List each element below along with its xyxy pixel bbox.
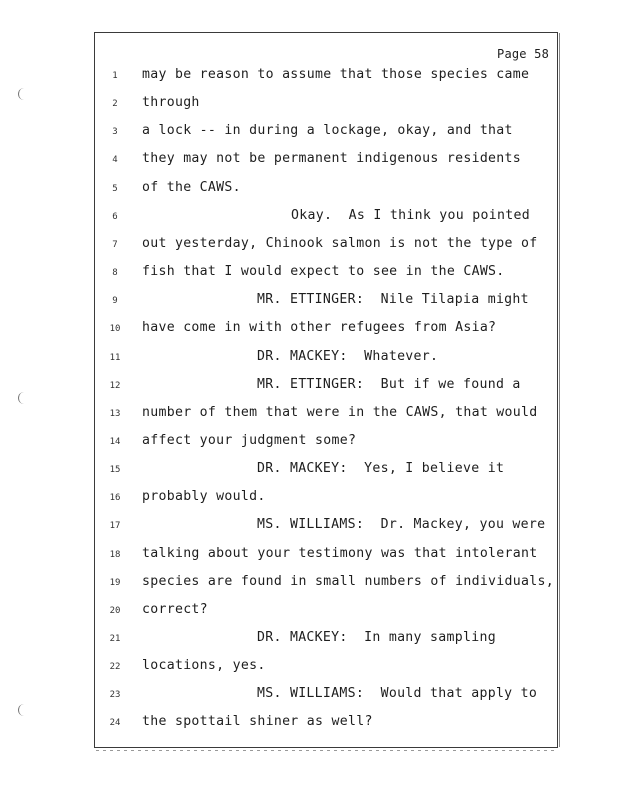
line-number: 1 [112,71,118,81]
line-text: fish that I would expect to see in the CAWS. [142,264,505,280]
line-text: DR. MACKEY: In many sampling [257,630,496,645]
transcript-line [95,630,557,650]
line-number: 24 [109,718,121,729]
line-text: DR. MACKEY: Yes, I believe it [257,461,505,477]
line-number: 17 [109,521,121,532]
scan-edge [96,750,558,751]
line-number: 12 [109,380,121,391]
line-text: a lock -- in during a lockage, okay, and that [142,123,513,139]
transcript-line [95,180,557,200]
line-text: affect your judgment some? [142,432,357,448]
transcript-line [95,461,557,481]
transcript-line [95,658,557,678]
line-number: 2 [112,99,118,110]
line-text: talking about your testimony was that intolerant [142,545,538,561]
binder-hole-mark [18,392,25,404]
line-text: have come in with other refugees from Asia? [142,320,497,336]
line-text: through [142,95,200,111]
line-text: may be reason to assume that those species came [142,67,530,82]
line-number: 11 [109,352,121,363]
line-number: 9 [112,296,118,307]
line-number: 19 [109,577,121,588]
line-text: MR. ETTINGER: But if we found a [257,376,521,392]
line-text: number of them that were in the CAWS, that would [142,404,538,420]
transcript-line [95,151,557,171]
line-number: 4 [112,155,118,166]
line-text: DR. MACKEY: Whatever. [257,348,439,364]
line-text: Okay. As I think you pointed [291,207,530,223]
line-text: MS. WILLIAMS: Would that apply to [257,686,538,702]
line-number: 14 [109,436,121,447]
line-text: they may not be permanent indigenous residents [142,151,522,167]
line-number: 20 [109,605,121,616]
transcript-line [95,320,557,340]
transcript-line [95,292,557,312]
page-number: Page 58 [497,47,549,61]
transcript-line [95,123,557,143]
line-number: 21 [109,634,121,644]
line-text: the spottail shiner as well? [142,714,373,730]
line-number: 6 [112,211,118,222]
line-text: out yesterday, Chinook salmon is not the type of [142,235,538,251]
line-number: 23 [109,690,121,701]
transcript-line [95,602,557,622]
transcript-line [95,686,557,706]
transcript-line [95,236,557,256]
line-text: of the CAWS. [142,179,241,195]
line-text: locations, yes. [142,658,266,674]
line-text: MR. ETTINGER: Nile Tilapia might [257,292,529,308]
line-number: 16 [109,493,121,504]
transcript-line [95,349,557,369]
transcript-line [95,714,557,734]
line-text: species are found in small numbers of individuals, [142,573,554,589]
line-number: 13 [109,408,121,419]
transcript-line [95,546,557,566]
transcript-line [95,377,557,397]
transcript-frame [94,32,558,748]
line-number: 18 [109,549,121,560]
line-number: 8 [112,268,118,279]
line-text: MS. WILLIAMS: Dr. Mackey, you were [257,517,546,533]
transcript-line [95,95,557,115]
transcript-line [95,264,557,284]
binder-hole-mark [18,704,25,716]
transcript-line [95,208,557,228]
transcript-line [95,489,557,509]
line-number: 10 [109,324,121,335]
line-text: probably would. [142,489,266,505]
binder-hole-mark [18,88,25,100]
line-number: 22 [109,662,121,673]
transcript-line [95,405,557,425]
transcript-line [95,574,557,594]
transcript-line [95,517,557,537]
line-number: 5 [112,183,118,194]
line-number: 7 [112,239,118,250]
transcript-line [95,433,557,453]
transcript-line [95,67,557,87]
line-text: correct? [142,601,208,617]
line-number: 15 [109,465,121,476]
line-number: 3 [112,127,118,138]
